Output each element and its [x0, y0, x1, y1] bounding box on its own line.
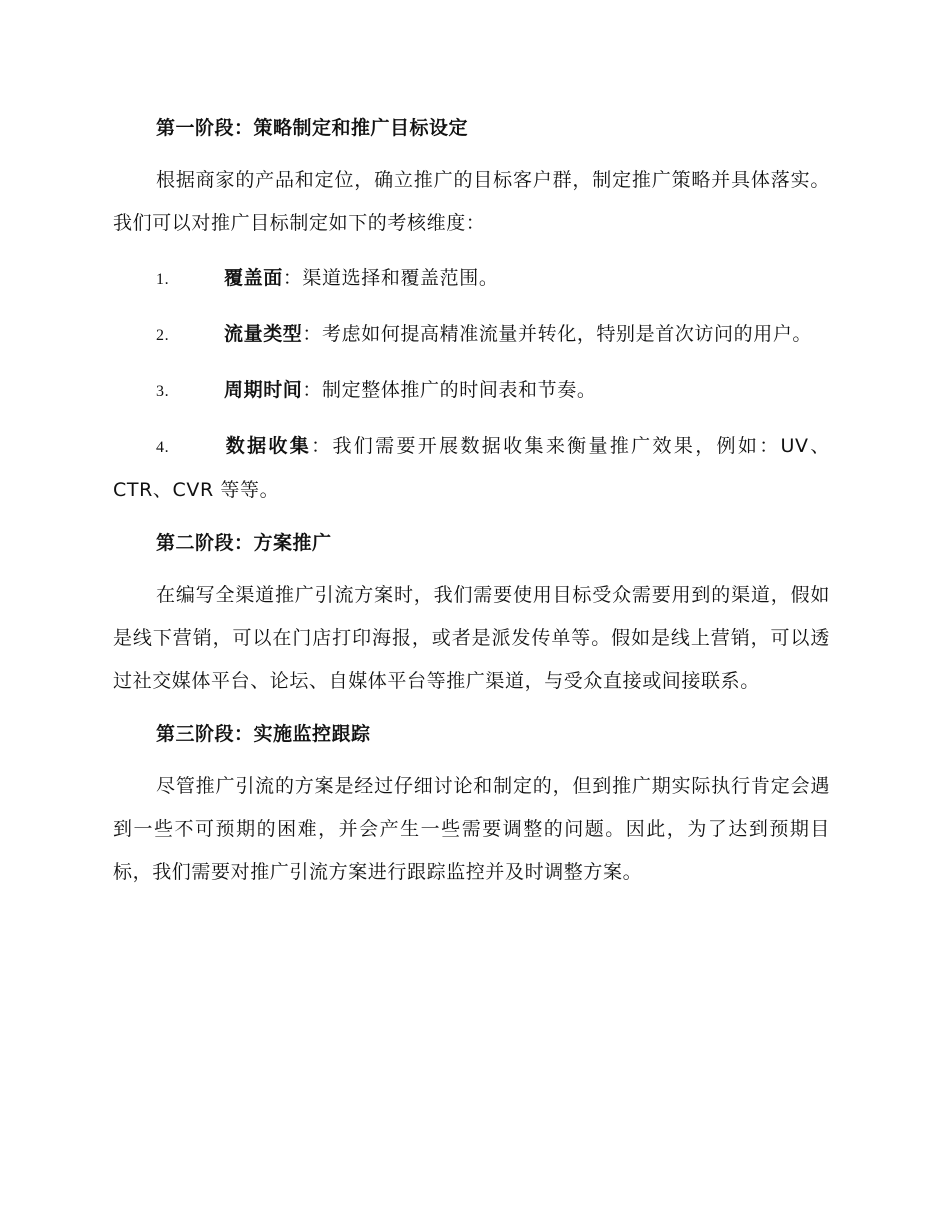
list-item-term: 流量类型 [224, 323, 303, 345]
section-1-intro: 根据商家的产品和定位，确立推广的目标客户群，制定推广策略并具体落实。我们可以对推广目标制定如下的考核维度： [113, 169, 830, 234]
list-item-term: 覆盖面 [224, 267, 283, 289]
section-2-heading: 第二阶段：方案推广 [156, 532, 332, 554]
list-item-text: 渠道选择和覆盖范围。 [302, 267, 499, 289]
list-item-separator: ： [311, 435, 333, 457]
list-item-term: 周期时间 [224, 379, 303, 401]
list-item-separator: ： [282, 267, 303, 289]
section-3-body: 尽管推广引流的方案是经过仔细讨论和制定的，但到推广期实际执行肯定会遇到一些不可预期的困难，并会产生一些需要调整的问题。因此，为了达到预期目标，我们需要对推广引流方案进行跟踪监控并及时调整方案。 [113, 775, 830, 883]
list-item-number: 4. [156, 439, 170, 456]
list-item [113, 369, 830, 413]
section-3-heading: 第三阶段：实施监控跟踪 [156, 723, 371, 745]
list-item-number: 3. [156, 383, 170, 400]
section-1-heading: 第一阶段：策略制定和推广目标设定 [156, 117, 469, 139]
list-item [113, 257, 830, 301]
list-item-text: 考虑如何提高精准流量并转化，特别是首次访问的用户。 [322, 323, 813, 345]
list-item-text: 我们需要开展数据收集来衡量推广效果，例如：UV、CTR、CVR 等等。 [113, 435, 830, 501]
list-item [113, 313, 830, 357]
list-item-term: 数据收集 [224, 435, 312, 457]
list-item-text: 制定整体推广的时间表和节奏。 [322, 379, 597, 401]
section-2-body: 在编写全渠道推广引流方案时，我们需要使用目标受众需要用到的渠道，假如是线下营销，可以在门店打印海报，或者是派发传单等。假如是线上营销，可以透过社交媒体平台、论坛、自媒体平台等推广渠道，与受众直接或间接联系。 [113, 584, 830, 692]
list-item-separator: ： [302, 379, 323, 401]
list-item-separator: ： [302, 323, 323, 345]
list-item [113, 425, 830, 512]
list-item-number: 2. [156, 327, 170, 344]
list-item-number: 1. [156, 271, 170, 288]
